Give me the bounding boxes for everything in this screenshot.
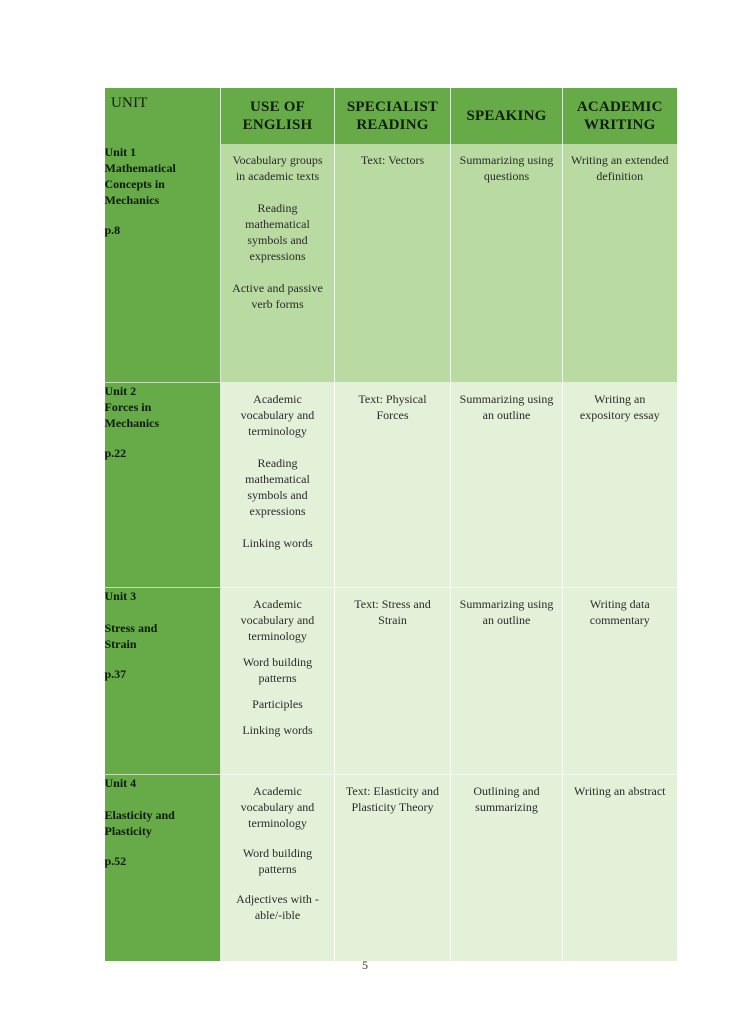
speaking-cell: Summarizing using questions (451, 144, 563, 383)
use-of-english-cell (221, 588, 335, 775)
use-of-english-cell (221, 775, 335, 962)
unit-page-reference: p.37 (104, 667, 127, 681)
academic-writing-cell: Writing an abstract (563, 775, 677, 962)
use-of-english-item: Adjectives with -able/-ible (236, 892, 319, 922)
table-row-unit-4 (105, 775, 677, 962)
use-of-english-item: Participles (252, 697, 303, 711)
header-row (105, 88, 677, 144)
use-of-english-cell (221, 144, 335, 383)
use-of-english-item: Academic vocabulary and terminology (240, 784, 315, 830)
header-use-of-english: USE OF ENGLISH (221, 88, 335, 144)
use-of-english-item: Linking words (242, 723, 313, 737)
header-speaking: SPEAKING (451, 88, 563, 144)
syllabus-table (104, 88, 677, 961)
use-of-english-item: Active and passive verb forms (232, 281, 323, 311)
speaking-cell: Summarizing using an outline (451, 383, 563, 588)
use-of-english-item: Academic vocabulary and terminology (240, 597, 315, 643)
page-number: 5 (362, 958, 368, 972)
use-of-english-item: Reading mathematical symbols and expressions (245, 456, 310, 518)
specialist-reading-cell: Text: Stress and Strain (335, 588, 451, 775)
unit-cell (105, 144, 221, 383)
specialist-reading-cell: Text: Elasticity and Plasticity Theory (335, 775, 451, 962)
speaking-cell: Summarizing using an outline (451, 588, 563, 775)
table-row-unit-1 (105, 144, 677, 383)
unit-title: Unit 2 Forces in Mechanics (104, 384, 160, 430)
academic-writing-cell: Writing an expository essay (563, 383, 677, 588)
table-row-unit-3 (105, 588, 677, 775)
unit-page-reference: p.52 (104, 854, 127, 868)
header-unit: UNIT (105, 88, 221, 144)
unit-page-reference: p.22 (104, 446, 127, 460)
header-specialist-reading: SPECIALIST READING (335, 88, 451, 144)
use-of-english-item: Reading mathematical symbols and expressions (245, 201, 310, 263)
unit-title: Unit 3 Stress and Strain (104, 589, 158, 651)
academic-writing-cell: Writing data commentary (563, 588, 677, 775)
use-of-english-cell (221, 383, 335, 588)
academic-writing-cell: Writing an extended definition (563, 144, 677, 383)
use-of-english-item: Vocabulary groups in academic texts (232, 153, 323, 183)
table-row-unit-2 (105, 383, 677, 588)
header-academic-writing: ACADEMIC WRITING (563, 88, 677, 144)
specialist-reading-cell: Text: Vectors (335, 144, 451, 383)
use-of-english-item: Linking words (242, 536, 313, 550)
use-of-english-item: Word building patterns (242, 655, 313, 685)
unit-title: Unit 1 Mathematical Concepts in Mechanics (104, 145, 176, 207)
unit-cell (105, 775, 221, 962)
use-of-english-item: Word building patterns (242, 846, 313, 876)
specialist-reading-cell: Text: Physical Forces (335, 383, 451, 588)
use-of-english-item: Academic vocabulary and terminology (240, 392, 315, 438)
unit-cell (105, 383, 221, 588)
unit-cell (105, 588, 221, 775)
speaking-cell: Outlining and summarizing (451, 775, 563, 962)
unit-title: Unit 4 Elasticity and Plasticity (104, 776, 175, 838)
unit-page-reference: p.8 (104, 223, 121, 237)
